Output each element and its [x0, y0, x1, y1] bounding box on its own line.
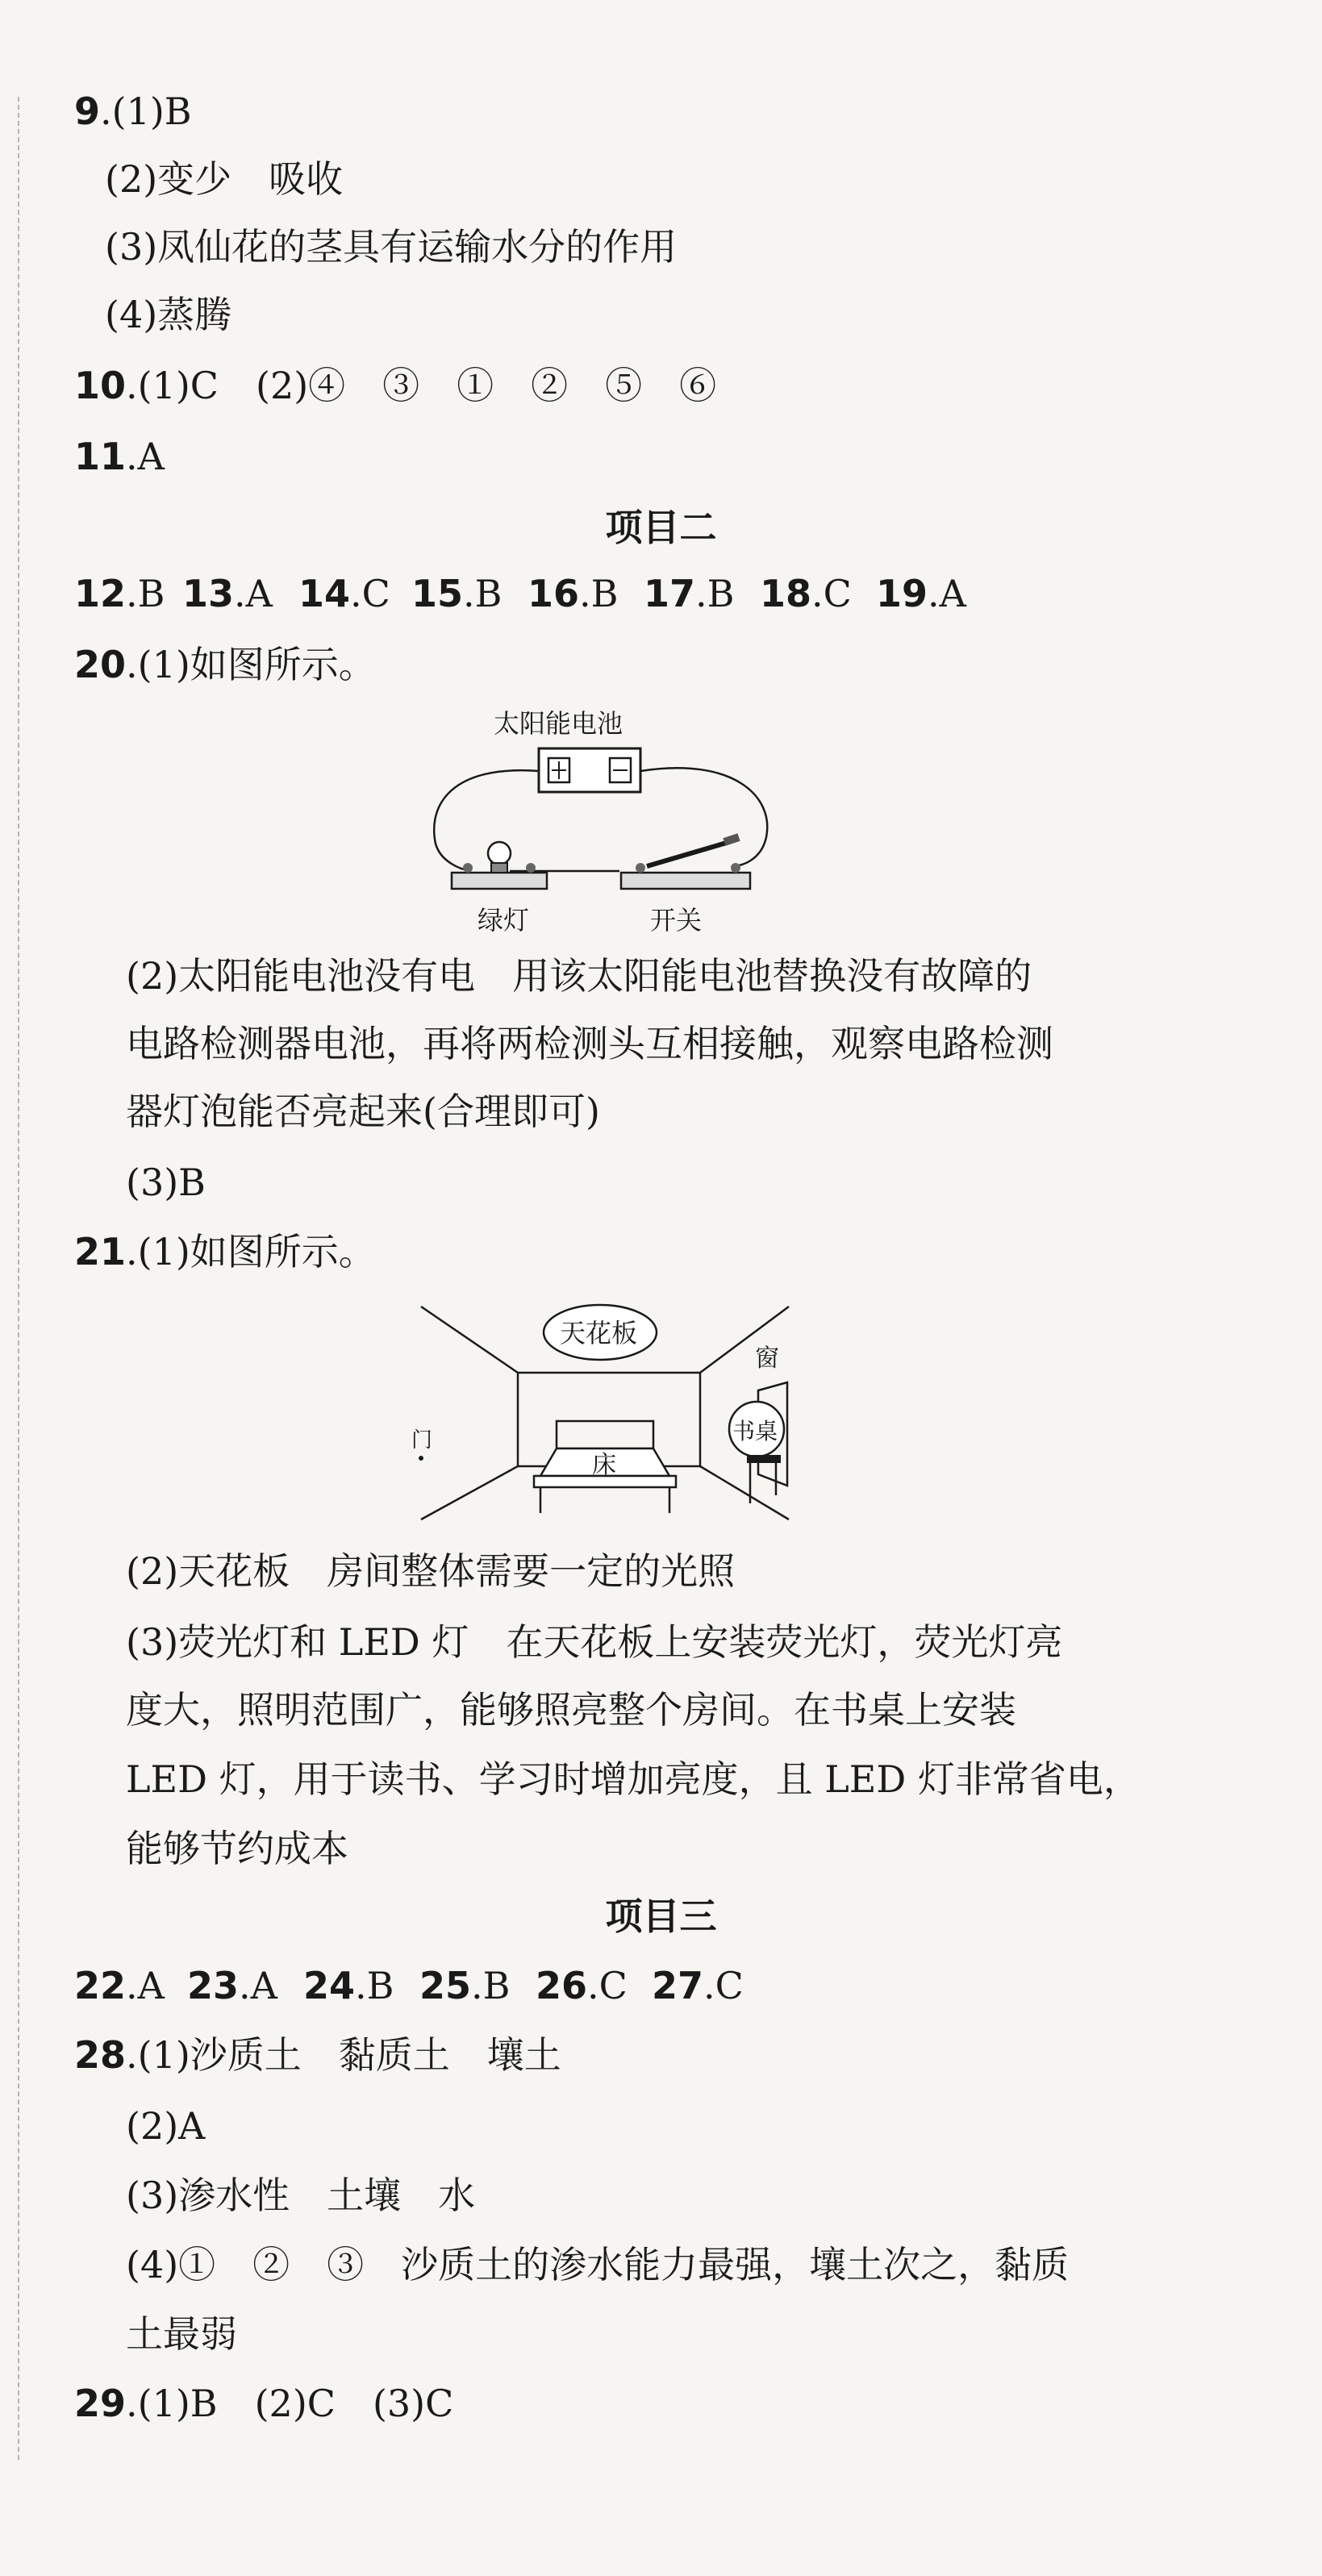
lamp-base: [452, 873, 547, 889]
question-number: 19: [876, 572, 928, 615]
answer-text: .A: [234, 572, 273, 615]
section-heading: 项目二: [605, 506, 717, 549]
ceiling-label: 天花板: [560, 1318, 638, 1348]
answer-text: .B: [471, 1964, 511, 2007]
room-figure: [403, 1302, 807, 1528]
switch-lever: [647, 842, 729, 866]
question-number: 22: [74, 1964, 127, 2007]
question-number: 10: [74, 364, 127, 407]
question-number: 25: [419, 1964, 472, 2007]
answer-text: .(1)B: [100, 90, 192, 133]
answer-text: .(1)如图所示。: [126, 1230, 376, 1273]
answer-line: 土最弱: [126, 2312, 237, 2356]
answer-text: .C: [587, 1964, 628, 2007]
question-number: 11: [74, 435, 127, 478]
desk-icon: [747, 1455, 781, 1463]
answer-text: .B: [579, 572, 619, 615]
switch-base: [621, 873, 750, 889]
margin-dashed-rule: [18, 97, 19, 2460]
question-20: [74, 640, 376, 689]
answer-text: .A: [928, 572, 966, 615]
question-11: [74, 432, 165, 481]
question-number: 12: [74, 572, 127, 615]
answer-line: (3)渗水性 土壤 水: [126, 2174, 476, 2217]
question-21: [74, 1228, 376, 1276]
door-label: 门: [411, 1428, 433, 1453]
answer-text: .A: [239, 1964, 277, 2007]
answer-text: .(1)如图所示。: [126, 643, 376, 686]
question-number: 21: [74, 1230, 127, 1273]
window-label: 窗: [755, 1344, 779, 1373]
wire: [434, 770, 539, 871]
question-number: 14: [298, 572, 351, 615]
answer-text: .C: [703, 1964, 744, 2007]
answer-line: (2)太阳能电池没有电 用该太阳能电池替换没有故障的: [126, 954, 1032, 998]
question-number: 24: [303, 1964, 356, 2007]
answer-line: (3)凤仙花的茎具有运输水分的作用: [105, 225, 678, 269]
answer-line: (4)蒸腾: [105, 293, 232, 336]
answer-line: LED 灯，用于读书、学习时增加亮度，且 LED 灯非常省电，: [126, 1757, 1141, 1801]
answer-line: (4)① ② ③ 沙质土的渗水能力最强，壤土次之，黏质: [126, 2243, 1070, 2286]
question-10: [74, 361, 716, 410]
answer-text: .C: [350, 572, 390, 615]
answer-line: (2)变少 吸收: [105, 157, 344, 201]
answer-line: 度大，照明范围广，能够照亮整个房间。在书桌上安装: [126, 1688, 1016, 1732]
question-number: 26: [536, 1964, 588, 2007]
question-number: 28: [74, 2033, 127, 2077]
answer-text: .B: [355, 1964, 394, 2007]
answer-text: .B: [126, 572, 165, 615]
question-9: [74, 87, 192, 135]
answer-text: .C: [811, 572, 852, 615]
section-heading: 项目三: [605, 1894, 717, 1938]
question-number: 17: [644, 572, 696, 615]
bed-headboard: [557, 1421, 653, 1448]
question-number: 16: [528, 572, 580, 615]
question-29: [74, 2379, 453, 2428]
question-number: 13: [182, 572, 235, 615]
answer-text: .B: [695, 572, 735, 615]
answer-text: .B: [463, 572, 503, 615]
question-number: 20: [74, 643, 127, 686]
question-number: 9: [74, 90, 101, 133]
answer-line: (2)天花板 房间整体需要一定的光照: [126, 1549, 736, 1593]
question-number: 18: [760, 572, 812, 615]
answer-text: .(1)B (2)C (3)C: [126, 2382, 454, 2425]
answer-row-12-19: [74, 569, 966, 618]
answer-text: .(1)C (2)④ ③ ① ② ⑤ ⑥: [126, 364, 717, 407]
question-number: 15: [411, 572, 464, 615]
solar-cell-label: 太阳能电池: [494, 708, 623, 739]
lamp-label: 绿灯: [478, 905, 530, 936]
answer-row-22-27: [74, 1961, 744, 2010]
question-number: 23: [187, 1964, 240, 2007]
answer-text: .A: [126, 1964, 165, 2007]
bed-label: 床: [592, 1451, 616, 1479]
answer-line: (3)荧光灯和 LED 灯 在天花板上安装荧光灯，荧光灯亮: [126, 1620, 1063, 1664]
question-number: 29: [74, 2382, 127, 2425]
answer-line: (2)A: [126, 2104, 206, 2148]
question-28: [74, 2031, 561, 2079]
switch-label: 开关: [650, 905, 703, 936]
answer-line: 电路检测器电池，再将两检测头互相接触，观察电路检测: [126, 1022, 1053, 1065]
answer-line: 器灯泡能否亮起来(合理即可): [126, 1090, 600, 1133]
answer-text: .(1)沙质土 黏质土 壤土: [126, 2033, 561, 2077]
answer-text: .A: [126, 435, 165, 478]
desk-label: 书桌: [732, 1418, 778, 1444]
question-number: 27: [652, 1964, 704, 2007]
answer-line: (3)B: [126, 1161, 206, 1204]
bulb-icon: [488, 842, 511, 865]
circuit-figure: [419, 700, 790, 936]
answer-line: 能够节约成本: [126, 1827, 348, 1870]
